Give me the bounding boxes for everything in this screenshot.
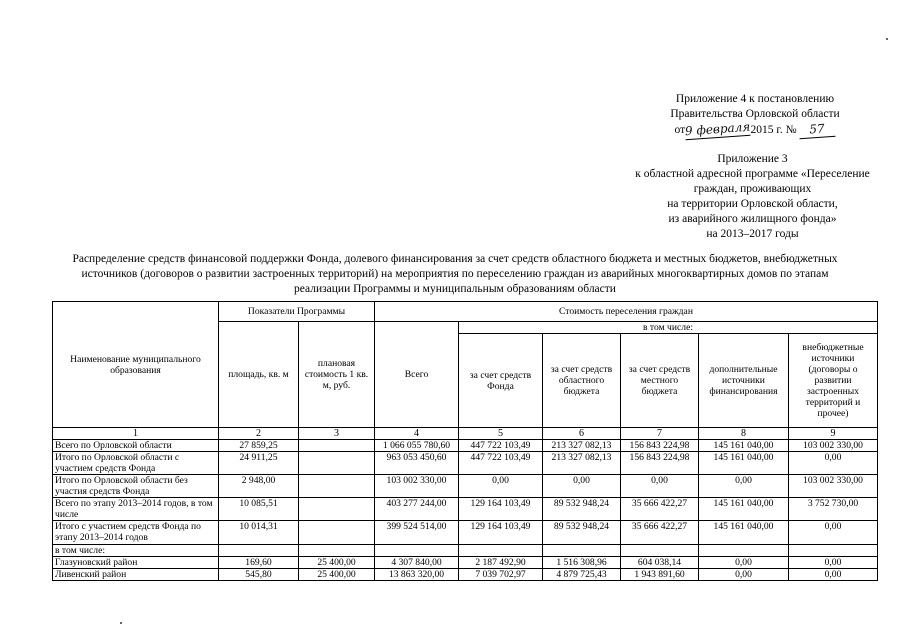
header-including: в том числе:: [459, 322, 878, 334]
row-value-total: 403 277 244,00: [375, 498, 459, 521]
table-row: [53, 569, 878, 581]
appendix-line-5: из аварийного жилищного фонда»: [668, 213, 837, 225]
row-value-total: 103 002 330,00: [375, 475, 459, 498]
row-value-regional: [543, 545, 621, 557]
appendix-line-6: на 2013–2017 годы: [706, 228, 799, 240]
row-value-area: 10 085,51: [219, 498, 299, 521]
row-value-extra: [789, 545, 878, 557]
row-value-fund: 2 187 492,90: [459, 557, 543, 569]
row-value-price: [299, 475, 375, 498]
table-row: [53, 545, 878, 557]
row-value-local: 0,00: [621, 475, 699, 498]
row-value-total: [375, 545, 459, 557]
row-value-extra: 0,00: [789, 452, 878, 475]
col-number: 6: [543, 428, 621, 440]
row-value-extra: 3 752 730,00: [789, 498, 878, 521]
row-name-cell: Итого по Орловской области с участием средств Фонда: [53, 452, 219, 475]
header-name: Наименование муниципального образования: [53, 302, 219, 428]
funding-distribution-table: [52, 301, 878, 581]
appendix-line-4: на территории Орловской области,: [667, 198, 838, 210]
row-value-fund: [459, 545, 543, 557]
row-value-price: 25 400,00: [299, 557, 375, 569]
table-row: [53, 440, 878, 452]
row-value-price: [299, 545, 375, 557]
row-value-local: 35 666 422,27: [621, 521, 699, 545]
row-value-regional: 4 879 725,43: [543, 569, 621, 581]
row-value-additional: 0,00: [699, 569, 789, 581]
row-value-local: 35 666 422,27: [621, 498, 699, 521]
header-fund: за счет средств Фонда: [459, 334, 543, 428]
table-row: [53, 475, 878, 498]
row-name-cell: Итого с участием средств Фонда по этапу 2013–2014 годов: [53, 521, 219, 545]
row-value-area: 545,80: [219, 569, 299, 581]
row-value-additional: 0,00: [699, 557, 789, 569]
row-value-total: 399 524 514,00: [375, 521, 459, 545]
handwritten-number: 57: [799, 121, 836, 139]
row-value-total: 13 863 320,00: [375, 569, 459, 581]
row-value-extra: 0,00: [789, 569, 878, 581]
table-row: [53, 498, 878, 521]
row-value-additional: 145 161 040,00: [699, 521, 789, 545]
date-prefix: от: [674, 124, 686, 136]
row-value-area: 2 948,00: [219, 475, 299, 498]
col-number: 3: [299, 428, 375, 440]
header-area: площадь, кв. м: [219, 322, 299, 428]
row-value-total: 4 307 840,00: [375, 557, 459, 569]
row-value-area: 24 911,25: [219, 452, 299, 475]
row-value-local: 156 843 224,98: [621, 452, 699, 475]
row-name-cell: Всего по Орловской области: [53, 440, 219, 452]
row-value-extra: 0,00: [789, 521, 878, 545]
appendix-line-2: к областной адресной программе «Переселение: [635, 168, 870, 180]
handwritten-date: 9 февраля: [684, 119, 751, 139]
decree-reference-block: [640, 92, 870, 138]
title-line-2: источников (договоров о развитии застроенных территорий) на мероприятия по переселению граждан из аварийных многоквартирных домов по этапам: [81, 268, 829, 280]
scan-speck: [886, 38, 888, 40]
appendix-line-1: Приложение 3: [717, 153, 788, 165]
row-value-additional: 145 161 040,00: [699, 498, 789, 521]
appendix-line-3: граждан, проживающих: [693, 183, 812, 195]
row-value-regional: 1 516 308,96: [543, 557, 621, 569]
row-value-fund: 447 722 103,49: [459, 452, 543, 475]
header-local: за счет средств местного бюджета: [621, 334, 699, 428]
row-value-extra: 103 002 330,00: [789, 440, 878, 452]
date-suffix: 2015 г. №: [750, 124, 797, 136]
col-number: 7: [621, 428, 699, 440]
decree-line-1: Приложение 4 к постановлению: [675, 93, 835, 105]
row-value-regional: 0,00: [543, 475, 621, 498]
row-value-local: 604 038,14: [621, 557, 699, 569]
row-value-regional: 213 327 082,13: [543, 452, 621, 475]
row-value-extra: 103 002 330,00: [789, 475, 878, 498]
document-title: [55, 252, 855, 297]
row-value-local: 1 943 891,60: [621, 569, 699, 581]
program-appendix-block: [620, 152, 885, 242]
row-value-additional: [699, 545, 789, 557]
table-row: [53, 557, 878, 569]
row-value-additional: 145 161 040,00: [699, 440, 789, 452]
table-row: [53, 452, 878, 475]
row-value-total: 1 066 055 780,60: [375, 440, 459, 452]
row-value-fund: 129 164 103,49: [459, 521, 543, 545]
row-value-price: [299, 440, 375, 452]
row-value-price: [299, 498, 375, 521]
scan-speck: [120, 622, 122, 624]
row-value-fund: 447 722 103,49: [459, 440, 543, 452]
row-name-cell: Итого по Орловской области без участия средств Фонда: [53, 475, 219, 498]
row-value-local: [621, 545, 699, 557]
row-name-cell: в том числе:: [53, 545, 219, 557]
table-row: [53, 521, 878, 545]
title-line-3: реализации Программы и муниципальным образованиям области: [294, 283, 616, 295]
row-value-regional: 213 327 082,13: [543, 440, 621, 452]
row-name-cell: Ливенский район: [53, 569, 219, 581]
table-header: [53, 302, 878, 440]
decree-line-2: Правительства Орловской области: [670, 108, 840, 120]
header-extrabudget: внебюджетные источники (договоры о развитии застроенных территорий и прочее): [789, 334, 878, 428]
row-value-total: 963 053 450,60: [375, 452, 459, 475]
header-total: Всего: [375, 322, 459, 428]
header-indicators: Показатели Программы: [219, 302, 375, 322]
col-number: 8: [699, 428, 789, 440]
row-value-fund: 129 164 103,49: [459, 498, 543, 521]
decree-date-line: [640, 119, 870, 139]
row-value-fund: 0,00: [459, 475, 543, 498]
table-body: [53, 440, 878, 581]
col-number: 1: [53, 428, 219, 440]
row-value-area: [219, 545, 299, 557]
row-value-fund: 7 039 702,97: [459, 569, 543, 581]
col-number: 9: [789, 428, 878, 440]
col-number: 4: [375, 428, 459, 440]
header-planned-cost: плановая стоимость 1 кв. м, руб.: [299, 322, 375, 428]
header-regional: за счет средств областного бюджета: [543, 334, 621, 428]
row-value-additional: 145 161 040,00: [699, 452, 789, 475]
header-additional: дополнительные источники финансирования: [699, 334, 789, 428]
row-value-extra: 0,00: [789, 557, 878, 569]
row-value-area: 169,60: [219, 557, 299, 569]
row-value-additional: 0,00: [699, 475, 789, 498]
col-number: 5: [459, 428, 543, 440]
row-value-regional: 89 532 948,24: [543, 498, 621, 521]
row-value-price: 25 400,00: [299, 569, 375, 581]
col-number: 2: [219, 428, 299, 440]
row-value-local: 156 843 224,98: [621, 440, 699, 452]
row-name-cell: Глазуновский район: [53, 557, 219, 569]
row-name-cell: Всего по этапу 2013–2014 годов, в том числе: [53, 498, 219, 521]
header-cost: Стоимость переселения граждан: [375, 302, 878, 322]
row-value-area: 10 014,31: [219, 521, 299, 545]
row-value-price: [299, 521, 375, 545]
row-value-price: [299, 452, 375, 475]
row-value-regional: 89 532 948,24: [543, 521, 621, 545]
title-line-1: Распределение средств финансовой поддержки Фонда, долевого финансирования за счет средств областного бюджета и местных бюджетов, внебюджетных: [72, 253, 838, 265]
row-value-area: 27 859,25: [219, 440, 299, 452]
